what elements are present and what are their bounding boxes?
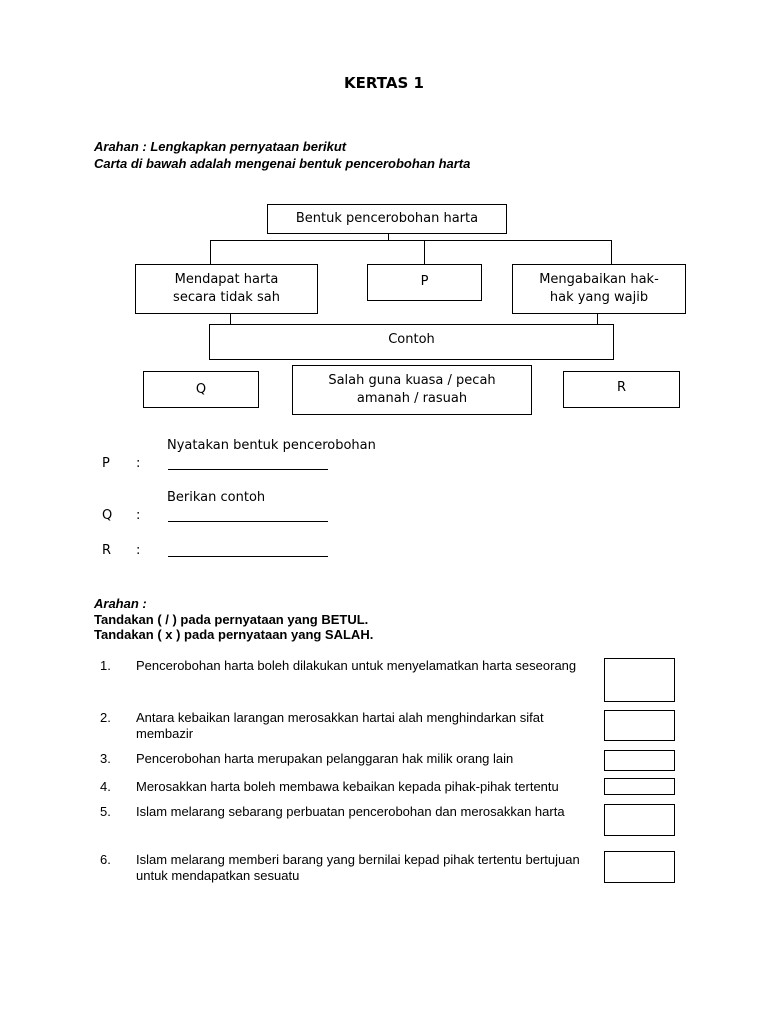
right-category-line-1: Mengabaikan hak- — [539, 272, 659, 287]
item-3-answer-box[interactable] — [604, 750, 675, 771]
root-box-label: Bentuk pencerobohan harta — [295, 211, 479, 226]
middle-category-label: P — [420, 274, 429, 289]
right-category-line-2: hak yang wajib — [549, 290, 649, 305]
p-colon: : — [136, 456, 141, 471]
item-4-number: 4. — [100, 779, 111, 794]
r-box — [563, 371, 680, 408]
r-box-label: R — [616, 380, 627, 395]
center-example-box — [292, 365, 532, 415]
page-title: KERTAS 1 — [344, 74, 424, 92]
instruction-line-2: Carta di bawah adalah mengenai bentuk pencerobohan harta — [94, 156, 471, 171]
connector-left-to-example — [230, 313, 231, 324]
item-6-number: 6. — [100, 852, 111, 867]
item-2-number: 2. — [100, 710, 111, 725]
section2-heading: Arahan : — [94, 596, 147, 611]
q-box-label: Q — [195, 381, 207, 397]
connector-left-drop — [210, 240, 211, 264]
q-box — [143, 371, 259, 408]
r-colon: : — [136, 543, 141, 558]
item-2-answer-box[interactable] — [604, 710, 675, 741]
right-category-box — [512, 264, 686, 314]
item-1-number: 1. — [100, 658, 111, 673]
item-5-text: Islam melarang sebarang perbuatan pencerobohan dan merosakkan harta — [136, 804, 565, 819]
connector-right-to-example — [597, 313, 598, 324]
q-answer-line[interactable] — [168, 521, 328, 522]
prompt-p: Nyatakan bentuk pencerobohan — [167, 438, 376, 453]
item-3-number: 3. — [100, 751, 111, 766]
example-box — [209, 324, 614, 360]
left-category-line-2: secara tidak sah — [173, 290, 280, 305]
q-colon: : — [136, 508, 141, 523]
item-4-answer-box[interactable] — [604, 778, 675, 795]
section2-line-2: Tandakan ( x ) pada pernyataan yang SALAH. — [94, 627, 374, 642]
connector-right-drop — [611, 240, 612, 264]
connector-middle-drop — [424, 240, 425, 264]
item-5-number: 5. — [100, 804, 111, 819]
item-5-answer-box[interactable] — [604, 804, 675, 836]
q-label: Q — [102, 508, 113, 523]
middle-category-box — [367, 264, 482, 301]
item-4-text: Merosakkan harta boleh membawa kebaikan kepada pihak-pihak tertentu — [136, 779, 559, 794]
r-answer-line[interactable] — [168, 556, 328, 557]
p-label: P — [102, 456, 110, 471]
center-example-line-2: amanah / rasuah — [356, 391, 468, 406]
connector-horizontal — [210, 240, 612, 241]
p-answer-line[interactable] — [168, 469, 328, 470]
root-box — [267, 204, 507, 234]
prompt-qr: Berikan contoh — [167, 490, 266, 505]
left-category-box — [135, 264, 318, 314]
item-1-answer-box[interactable] — [604, 658, 675, 702]
item-3-text: Pencerobohan harta merupakan pelanggaran hak milik orang lain — [136, 751, 514, 766]
item-6-text: Islam melarang memberi barang yang bernilai kepad pihak tertentu bertujuan untuk mendapatkan sesuatu — [136, 852, 580, 883]
example-box-label: Contoh — [388, 332, 435, 347]
r-label: R — [102, 543, 112, 558]
item-2-text: Antara kebaikan larangan merosakkan hartai alah menghindarkan sifat membazir — [136, 710, 544, 741]
section2-line-1: Tandakan ( / ) pada pernyataan yang BETUL. — [94, 612, 369, 627]
instruction-line-1: Arahan : Lengkapkan pernyataan berikut — [94, 139, 347, 154]
left-category-line-1: Mendapat harta — [174, 272, 279, 287]
item-6-answer-box[interactable] — [604, 851, 675, 883]
center-example-line-1: Salah guna kuasa / pecah — [328, 373, 496, 388]
item-1-text: Pencerobohan harta boleh dilakukan untuk menyelamatkan harta seseorang — [136, 658, 577, 673]
